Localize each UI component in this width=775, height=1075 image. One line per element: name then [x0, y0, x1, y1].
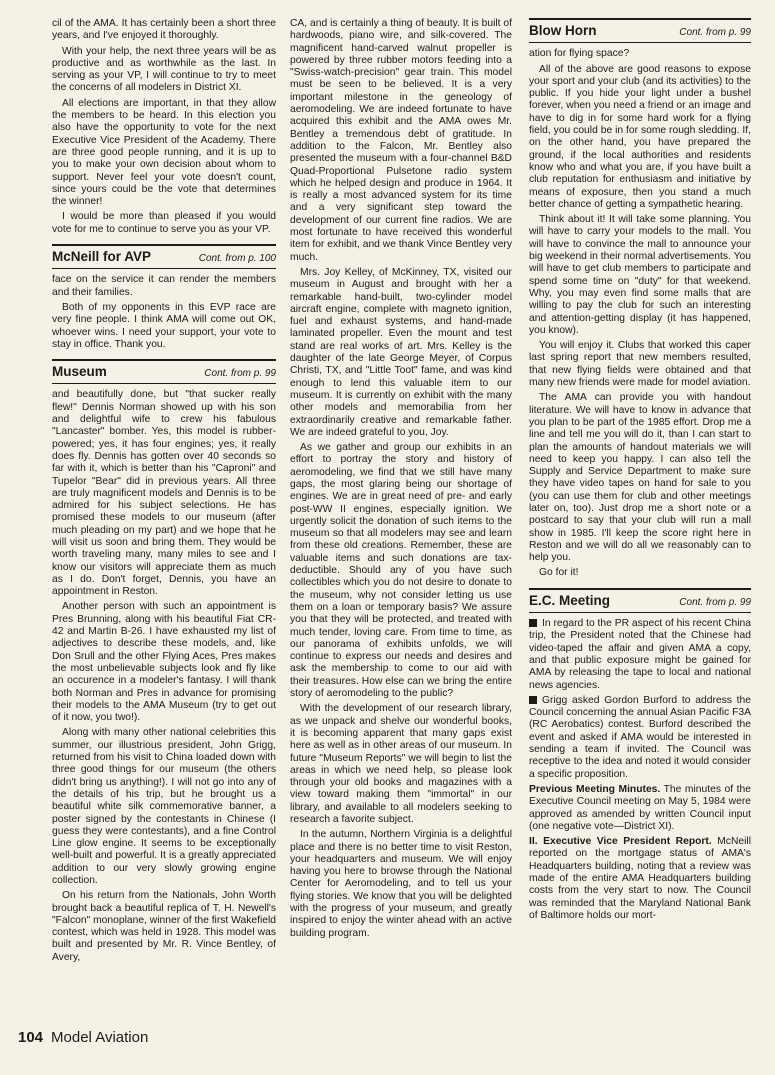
paragraph: Both of my opponents in this EVP race are very fine people. I think AMA will come out OK, whoever wins. I need your support, your vote to stay in office. Thank you. — [52, 301, 276, 350]
magazine-name: Model Aviation — [51, 1029, 149, 1046]
section-title: E.C. Meeting — [529, 592, 611, 608]
page-number: 104 — [18, 1029, 44, 1046]
paragraph-lead: II. Executive Vice President Report. — [529, 836, 712, 848]
evp-report-paragraph — [529, 836, 751, 922]
paragraph: Mrs. Joy Kelley, of McKinney, TX, visited our museum in August and brought with her a remarkable hand-built, two-cylinder model aircraft engine, complete with magneto ignition, fuel and exhaust systems, and hand-made laminated propeller. Even the mount and test stand are real works of art. Mrs. Kelley is the daughter of the late George Meyer, of Corpus Christi, TX, and "Little Toot" fame, and was kind enough to lend this valuable item to our museum. It is currently on exhibit with the many other models and memorabilia from her extraordinarily creative and remarkable father. We are indeed grateful to you, Joy. — [290, 266, 512, 438]
paragraph: CA, and is certainly a thing of beauty. It is built of hardwoods, piano wire, and silk-covered. The magnificent hand-carved walnut propeller is powered by three rubber motors feeding into a "Swiss-watch-precision" gear train. This model must be seen to be believed. It is a very important milestone in the geneology of aeromodeling. We are indeed fortunate to have acquired this exhibit and the AMA owes Mr. Bentley a tremendous debt of gratitude. In addition to the Falcon, Mr. Bentley also presented the museum with a four-channel B&D Quad-Proportional Pulsetone radio system which he helped design and produce in 1964. It is really a most advanced system for its time and a very significant step toward the development of our current fine radios. We are most fortunate to have received this wonderful item for exhibit, and we thank Vince Bentley very much. — [290, 18, 512, 263]
section-title: McNeill for AVP — [52, 249, 152, 265]
paragraph: All of the above are good reasons to expose your sport and your club (and its activities) to the public. If you hide your light under a bushel forever, when you need a friend or an image and have to dig in for some hard work for a flying field, you could be in for some rough sledding. If, on the other hand, you have prepared the ground, if the local authorities and residents know who and what you are, if you have built a club reputation for enthusiasm and initiative by means of exposure, then you stand a much better chance of getting a sympathetic hearing. — [529, 63, 751, 210]
paragraph: Along with many other national celebrities this summer, our illustrious president, John Grigg, returned from his visit to China loaded down with three good things for our museum (the others didn't bring us anything!). I will not go into any of the details of his trip, but he brought us a beautiful white silk commemorative banner, a poster signed by the contestants in Chinese (I guess they were contestants), and a fine Control Line glow engine. It seems to be exceptionally well-built and powerful. It is a greatly appreciated addition to our very slowly growing engine collection. — [52, 727, 276, 886]
continued-from: Cont. from p. 99 — [679, 27, 751, 38]
paragraph: All elections are important, in that they allow the members to be heard. In this election you also have the opportunity to vote for the next Executive Vice President of the Academy. There are three good people running, and it is up to you to make your own decision about whom to support. Never feel your vote doesn't count, since yours could be the vote that determines the winner! — [52, 97, 276, 208]
paragraph: Think about it! It will take some planning. You will have to carry your models to the mall. You will have to convince the mall to announce your big weekend in their normal advertisements. You will have to get club members to participate and spend some time on "duty" for that weekend. Why, you may even find some malls that are willing to pay the club for such an interesting and attention-getting display (it has happened, you know). — [529, 214, 751, 336]
paragraph: I would be more than pleased if you would vote for me to continue to serve you as your VP. — [52, 211, 276, 235]
minutes-paragraph — [529, 784, 751, 833]
paragraph: With the development of our research library, as we unpack and shelve our wonderful books, it is becoming apparent that many gaps exist here as well as in other areas of our museum. In future "Museum Reports" we will begin to list the areas in which we need help, so please look through your old books and magazines with a view toward making them "immortal" in our library, and available to all modelers seeking to research a favorite subject. — [290, 703, 512, 825]
paragraph: Another person with such an appointment is Pres Brunning, along with his beautiful Fiat CR-42 and Martin B-26. I have exhausted my list of adjectives to describe these models, and, like Don Srull and the other Flying Aces, Pres makes the most unbelievable subjects look and fly like an occurence in a modeler's fantasy. I will thank both Norman and Pres in advance for promising their models to the AMA Museum (try to get out of it now, you two!). — [52, 601, 276, 724]
paragraph-lead: Previous Meeting Minutes. — [529, 783, 661, 795]
paragraph-text: McNeill reported on the mortgage status of AMA's Headquarters building, noting that a review was made of the entire AMA Headquarters building costs from the very start to now. The Council was reminded that the Maryland National Bank of Baltimore holds our mort- — [529, 836, 751, 921]
paragraph: As we gather and group our exhibits in an effort to portray the story and history of aeromodeling, we find that we still have many gaps, the most glaring being our shortage of engines. We are in great need of pre- and early post-WW II engines, especially ignition. We urgently solicit the donation of such items to the museum so that all modelers may see and learn from these old creations. Remember, these are valuable items and such donations are tax-deductible. Should any of you have such collectibles which you do not desire to donate to the museum, why not consider letting us use them on a loan or temporary basis? We assure you that they will be protected, and treated with much tender, loving care. From time to time, as our panorama of exhibits unfolds, we will continue to express our needs and desires and ask the membership to come to our aid with their treasures. How else can we bring the entire story of aeromodeling to the public? — [290, 442, 512, 700]
section-title: Museum — [52, 364, 107, 380]
page-footer — [18, 1029, 148, 1046]
square-bullet-icon — [529, 619, 537, 627]
continued-from: Cont. from p. 100 — [198, 253, 276, 265]
column-2 — [290, 18, 512, 943]
paragraph: ation for flying space? — [529, 48, 630, 60]
paragraph-text: In regard to the PR aspect of his recent China trip, the President noted that the Chinese had video-taped the affair and given AMA a copy, and that public exposure might be gained for AMA by releasing the tape to local and national news agencies. — [529, 618, 751, 691]
section-header-museum — [52, 359, 276, 384]
paragraph: face on the service it can render the members and their families. — [52, 274, 276, 298]
paragraph: You will enjoy it. Clubs that worked this caper last spring report that new members resulted, that new flying fields were obtained and that many new friends were made for model aviation. — [529, 340, 751, 389]
paragraph: cil of the AMA. It has certainly been a short three years, and I've enjoyed it thoroughly. — [52, 18, 276, 42]
paragraph: In the autumn, Northern Virginia is a delightful place and there is no better time to visit Reston, your headquarters and museum. We will enjoy having you here to browse through the National Center for Aeromodeling, and to tell us your flying stories. We know that you will be delighted with the progress of your museum, and greatly inspired to enjoy the winter ahead with an active building program. — [290, 829, 512, 939]
paragraph: and beautifully done, but "that sucker really flew!" Dennis Norman showed up with his son and delightful wife to crew his fabulous "Lancaster" bomber. Yes, this model is rubber-powered; yes, it has four engines; yes, it really does fly. Dennis has gotten over 40 seconds so far with it, which is better than his "Caproni" and Tupelor "Bear" did in previous years. All three are truly magnificent models and Dennis is to be admired for his subject selections. He has promised these models to our museum (after much pleading on my part) and we hope that he will visit us soon and bring them. They would be worth traveling many, many miles to see and I know our visitors will appreciate them as much as I do. Don't forget, Dennis, you have an appointment in Reston. — [52, 389, 276, 598]
section-header-blow-horn — [529, 18, 751, 43]
section-title: Blow Horn — [529, 23, 597, 38]
section-header-mcneill — [52, 244, 276, 269]
bullet-paragraph — [529, 618, 751, 692]
column-3 — [529, 18, 751, 925]
column-1 — [52, 18, 276, 967]
continued-from: Cont. from p. 99 — [679, 596, 751, 608]
section-header-ec-meeting — [529, 588, 751, 613]
paragraph: With your help, the next three years will be as productive and as worthwhile as the last. In serving as your VP, I will continue to try to meet the concerns of all modelers in District XI. — [52, 45, 276, 94]
paragraph: On his return from the Nationals, John Worth brought back a beautiful replica of T. H. Newell's "Falcon" monoplane, winner of the first Wakefield contest, which was held in 1928. This model was built and presented by Mr. R. Vince Bentley, of Avery, — [52, 890, 276, 963]
continued-from: Cont. from p. 99 — [204, 368, 276, 380]
bullet-paragraph — [529, 695, 751, 781]
paragraph-text: The minutes of the Executive Council meeting on May 5, 1984 were approved as amended by written Council input (one negative vote—District XI). — [529, 783, 751, 832]
paragraph-text: Grigg asked Gordon Burford to address the Council concerning the annual Asian Pacific F3A (RC Aerobatics) contest. Burford described the event and asked if AMA would be interested in sending a team if invited. The Council was receptive to the idea and noted it would consider a specific proposition. — [529, 694, 751, 780]
paragraph: The AMA can provide you with handout literature. We will have to know in advance that you plan to be part of the 1985 effort. Drop me a line and tell me you will do it, than I can start to plan the amounts of handout materials we will need to keep you happy. I can also tell the Supply and Service Department to make sure they have video tapes on hand for sale to you (you can use them for club and other meetings later on, too). Just drop me a short note or a postcard to say that your club will run a mall show in 1985. I'll keep the score right here in Reston and we will do all we reasonably can to help you. — [529, 392, 751, 564]
square-bullet-icon — [529, 696, 537, 704]
paragraph: Go for it! — [539, 567, 579, 579]
